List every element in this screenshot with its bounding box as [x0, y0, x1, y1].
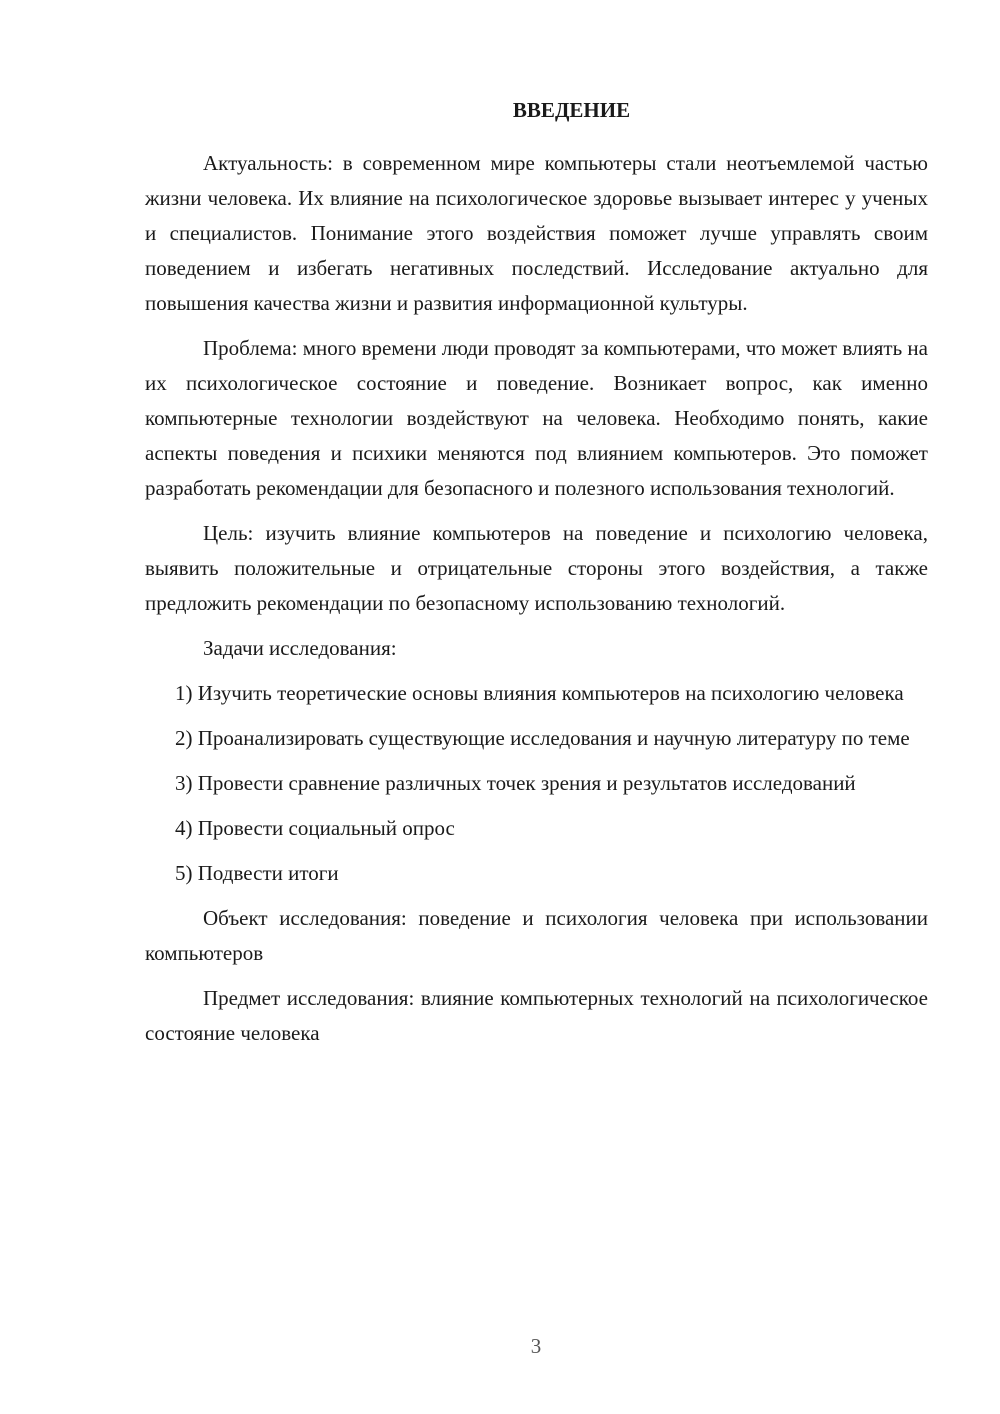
task-item-2: 2) Проанализировать существующие исследования и научную литературу по теме	[175, 726, 910, 750]
task-item-1: 1) Изучить теоретические основы влияния компьютеров на психологию человека	[175, 681, 904, 705]
page-number: 3	[530, 1334, 542, 1358]
goal-paragraph: Цель: изучить влияние компьютеров на поведение и психологию человека, выявить положительные и отрицательные стороны этого воздействия, а также предложить рекомендации по безопасному использованию технологий.	[145, 521, 928, 615]
object-paragraph: Объект исследования: поведение и психология человека при использовании компьютеров	[145, 906, 928, 965]
task-item-4: 4) Провести социальный опрос	[175, 816, 455, 840]
task-item-3: 3) Провести сравнение различных точек зрения и результатов исследований	[175, 771, 856, 795]
task-item-5: 5) Подвести итоги	[175, 861, 339, 885]
page-title: ВВЕДЕНИЕ	[512, 98, 631, 122]
relevance-paragraph: Актуальность: в современном мире компьютеры стали неотъемлемой частью жизни человека. Их влияние на психологическое здоровье вызывает интерес у ученых и специалистов. Понимание этого воздействия поможет лучше управлять своим поведением и избегать негативных последствий. Исследование актуально для повышения качества жизни и развития информационной культуры.	[145, 151, 928, 315]
subject-paragraph: Предмет исследования: влияние компьютерных технологий на психологическое состояние человека	[145, 986, 928, 1045]
tasks-heading: Задачи исследования:	[203, 636, 397, 660]
document-page	[145, 96, 928, 1061]
problem-paragraph: Проблема: много времени люди проводят за компьютерами, что может влиять на их психологическое состояние и поведение. Возникает вопрос, как именно компьютерные технологии воздействуют на человека. Необходимо понять, какие аспекты поведения и психики меняются под влиянием компьютеров. Это поможет разработать рекомендации для безопасного и полезного использования технологий.	[145, 336, 928, 500]
